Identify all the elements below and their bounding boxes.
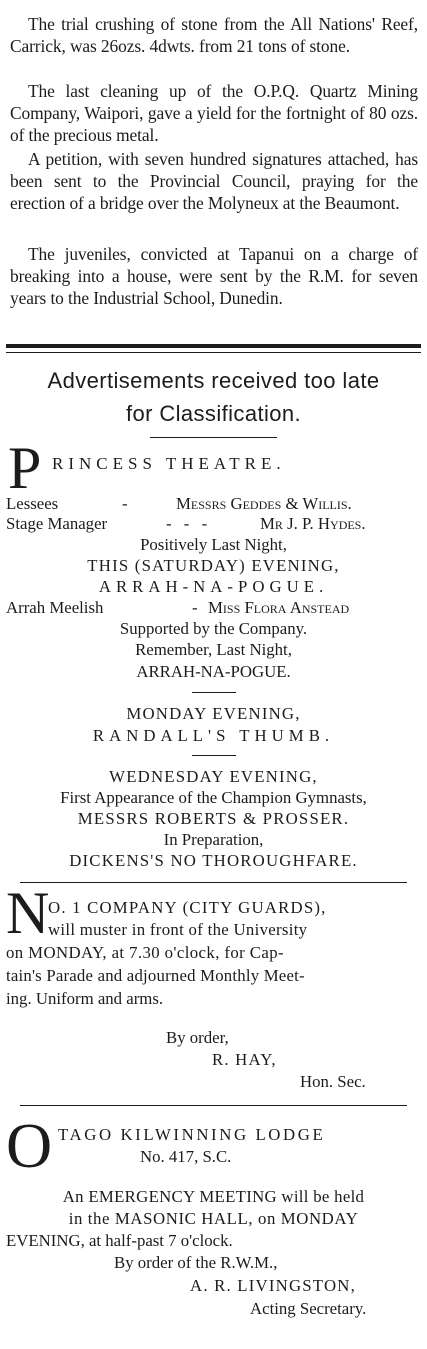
theatre-line-randalls-thumb: RANDALL'S THUMB. bbox=[92, 726, 335, 745]
guards-line-3: on MONDAY, at 7.30 o'clock, for Cap- bbox=[6, 943, 284, 962]
guards-sign-title: Hon. Sec. bbox=[300, 1072, 366, 1091]
theatre-line-wednesday: WEDNESDAY EVENING, bbox=[109, 767, 318, 786]
heading-underline bbox=[150, 437, 277, 438]
manager-dashes: - - - bbox=[166, 514, 212, 533]
guards-line-2: will muster in front of the University bbox=[48, 920, 308, 939]
section-heading-line-2: for Classification. bbox=[125, 401, 302, 426]
section-heading-line-1: Advertisements received too late bbox=[47, 368, 380, 393]
guards-sign-name: R. HAY, bbox=[212, 1050, 277, 1069]
theatre-line-remember: Remember, Last Night, bbox=[135, 640, 292, 659]
cast-role: Arrah Meelish bbox=[6, 598, 104, 617]
news-paragraph-carrick: The trial crushing of stone from the All Nations' Reef, Carrick, was 26ozs. 4dwts. from 21 tons of stone. bbox=[10, 14, 418, 56]
news-paragraph-petition: A petition, with seven hundred signatures attached, has been sent to the Provincial Council, praying for the erection of a bridge over the Molyneux at the Beaumont. bbox=[10, 149, 418, 213]
theatre-line-last-night: Positively Last Night, bbox=[140, 535, 287, 554]
cast-actor: Miss Flora Anstead bbox=[208, 598, 350, 617]
theatre-line-in-preparation: In Preparation, bbox=[163, 830, 264, 849]
section-divider-thin bbox=[6, 352, 421, 353]
lodge-line-5: EVENING, at half-past 7 o'clock. bbox=[6, 1231, 233, 1250]
guards-line-5: ing. Uniform and arms. bbox=[6, 989, 164, 1008]
theatre-dropcap: P bbox=[8, 435, 42, 501]
cast-dash: - bbox=[192, 598, 198, 617]
lodge-sign-by-order: By order of the R.W.M., bbox=[114, 1253, 278, 1272]
guards-line-4: tain's Parade and adjourned Monthly Meet- bbox=[6, 966, 305, 985]
lodge-sign-title: Acting Secretary. bbox=[250, 1299, 367, 1318]
theatre-line-no-thoroughfare: DICKENS'S NO THOROUGHFARE. bbox=[69, 851, 358, 870]
lodge-line-3: An EMERGENCY MEETING will be held bbox=[62, 1187, 365, 1206]
lodge-line-1: TAGO KILWINNING LODGE bbox=[58, 1125, 326, 1144]
lodge-sign-name: A. R. LIVINGSTON, bbox=[190, 1276, 356, 1295]
theatre-separator-1 bbox=[192, 692, 236, 693]
news-paragraph-juveniles: The juveniles, convicted at Tapanui on a charge of breaking into a house, were sent by the R.M. for seven years to the Industrial School, Dunedin. bbox=[10, 244, 418, 308]
ad-divider-2 bbox=[20, 1105, 407, 1106]
theatre-separator-2 bbox=[192, 755, 236, 756]
theatre-line-arrah-2: ARRAH-NA-POGUE. bbox=[136, 662, 291, 681]
lessees-dash: - bbox=[122, 494, 128, 513]
theatre-line-monday: MONDAY EVENING, bbox=[126, 704, 301, 723]
news-paragraph-opq-quartz: The last cleaning up of the O.P.Q. Quartz Mining Company, Waipori, gave a yield for the fortnight of 80 ozs. of the precious metal. bbox=[10, 81, 418, 145]
theatre-line-arrah: ARRAH-NA-POGUE. bbox=[98, 577, 329, 596]
theatre-line-supported: Supported by the Company. bbox=[119, 619, 308, 638]
guards-sign-by-order: By order, bbox=[166, 1028, 229, 1047]
lessees-label: Lessees bbox=[6, 494, 59, 513]
lodge-line-2: No. 417, S.C. bbox=[140, 1147, 232, 1166]
ad-divider-1 bbox=[20, 882, 407, 883]
guards-dropcap: N bbox=[6, 880, 50, 946]
lodge-dropcap: O bbox=[6, 1110, 53, 1181]
theatre-line-saturday: THIS (SATURDAY) EVENING, bbox=[87, 556, 340, 575]
manager-label: Stage Manager bbox=[6, 514, 108, 533]
manager-value: Mr J. P. Hydes. bbox=[260, 514, 366, 533]
section-divider-thick bbox=[6, 344, 421, 348]
theatre-line-gymnasts: First Appearance of the Champion Gymnasts, bbox=[60, 788, 367, 807]
lessees-value: Messrs Geddes & Willis. bbox=[176, 494, 352, 513]
lodge-line-4: in the MASONIC HALL, on MONDAY bbox=[68, 1209, 359, 1228]
theatre-line-roberts-prosser: MESSRS ROBERTS & PROSSER. bbox=[77, 809, 350, 828]
theatre-title: RINCESS THEATRE. bbox=[52, 454, 286, 473]
guards-line-1: O. 1 COMPANY (CITY GUARDS), bbox=[48, 898, 327, 917]
